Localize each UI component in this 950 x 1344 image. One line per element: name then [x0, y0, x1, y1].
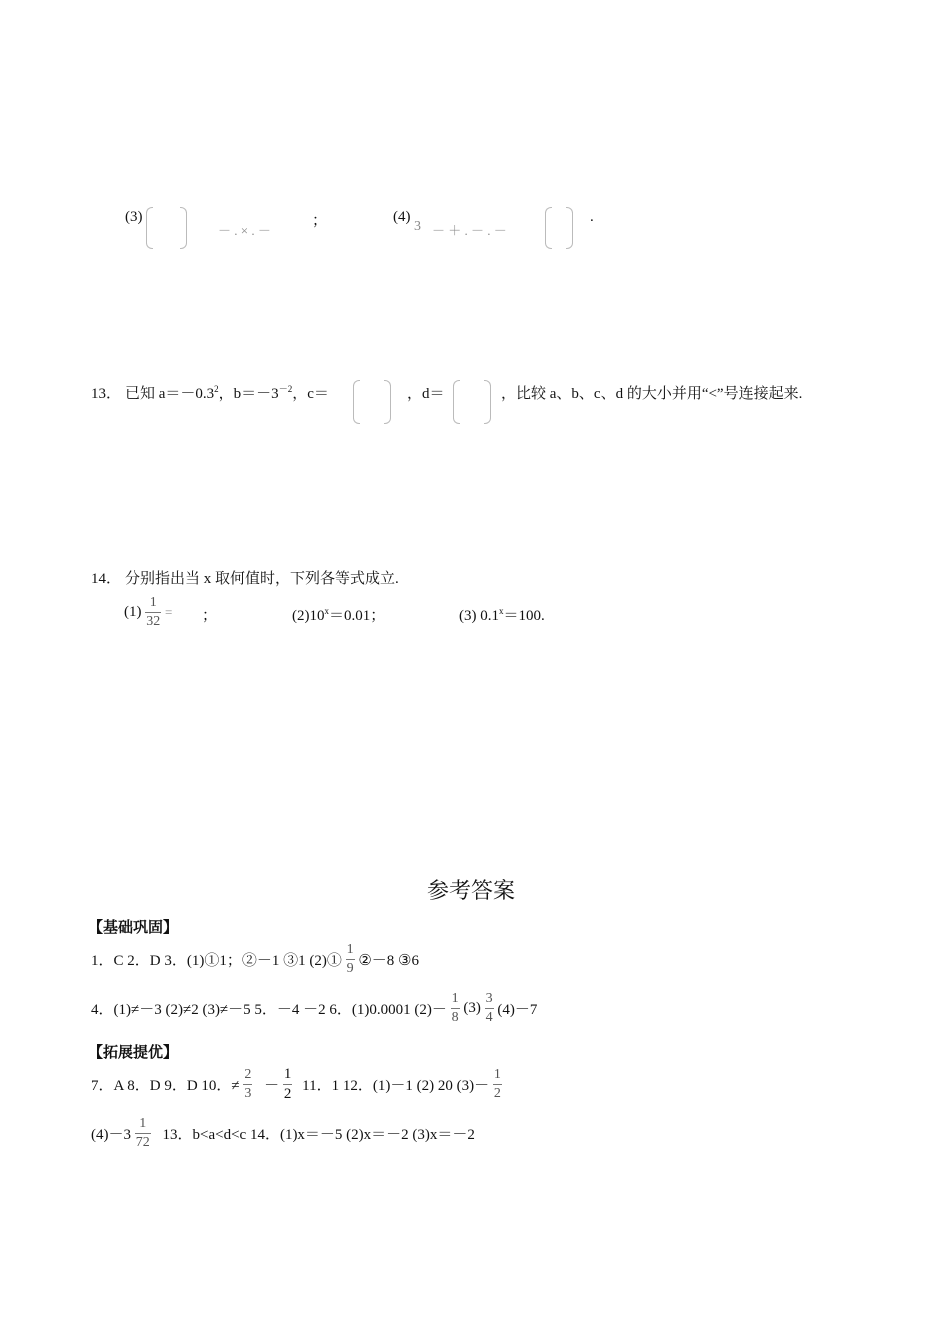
q12-part3-expression: － . × . －	[218, 223, 271, 238]
answers-line2-b: (3)	[463, 1000, 481, 1016]
answers-line2-denominator-1: 8	[451, 1010, 459, 1025]
answers-line-3	[91, 1067, 502, 1102]
answers-line1-numerator: 1	[346, 942, 354, 957]
answers-line1-b: ②－8 ③6	[358, 953, 419, 969]
q13-sup-a: 2	[214, 384, 219, 394]
q14-part2-sup: x	[324, 606, 329, 616]
answers-section-basic: 【基础巩固】	[88, 919, 179, 936]
answers-line2-c: (4)－7	[497, 1002, 538, 1018]
q14-text: 分别指出当 x 取何值时，下列各等式成立.	[125, 571, 399, 587]
q12-part4-expression: － ＋ . － . －	[432, 223, 507, 238]
answers-line3-c: 11．1 12．(1)－1 (2) 20 (3)－	[302, 1078, 490, 1094]
q13-text-d: ，d＝	[407, 386, 445, 402]
q13-text-b: ，b＝－3	[218, 386, 279, 402]
q12-part4-left-bracket	[545, 207, 552, 249]
q13-sup-b: －2	[278, 384, 293, 394]
answers-line1-fraction	[346, 943, 355, 976]
q14-part2	[292, 604, 385, 625]
q14-part1-denominator: 32	[146, 614, 161, 629]
q13-c-left-bracket	[353, 380, 360, 424]
q14-part3-sup: x	[499, 606, 504, 616]
q12-part3-label: (3)	[125, 209, 143, 225]
answers-line2-denominator-2: 4	[485, 1010, 493, 1025]
q13-text-c: ，c＝	[292, 386, 329, 402]
q12-part4-end: .	[590, 209, 594, 225]
q12-part4-right-bracket	[566, 207, 573, 249]
answers-line4-fraction	[135, 1117, 151, 1150]
q13-text-a-line	[125, 382, 329, 403]
q14-part2-rest: ＝0.01；	[329, 608, 386, 624]
q13-d-right-bracket	[484, 380, 491, 424]
q13-d-left-bracket	[453, 380, 460, 424]
q14-part1	[124, 596, 172, 629]
answers-line3-denominator-1: 3	[244, 1086, 252, 1101]
q13-number: 13．	[91, 386, 122, 402]
q12-part4-label: (4)	[393, 209, 411, 225]
answers-line4-numerator: 1	[139, 1116, 147, 1131]
answers-line3-denominator-3: 2	[493, 1086, 501, 1101]
answers-line3-b: －	[264, 1078, 280, 1094]
answers-line3-numerator-2: 1	[283, 1066, 292, 1082]
q14-number: 14．	[91, 571, 122, 587]
answers-line1-a: 1．C 2．D 3．(1)①1；②－1 ③1 (2)①	[91, 953, 342, 969]
q14-part3-rest: ＝100.	[503, 608, 545, 624]
answers-line2-a: 4．(1)≠－3 (2)≠2 (3)≠－5 5．－4 －2 6．(1)0.0001 (2)－	[91, 1002, 447, 1018]
answers-line3-a: 7．A 8．D 9．D 10．≠	[91, 1078, 240, 1094]
q13-c-right-bracket	[384, 380, 391, 424]
q14-part1-end: ；	[202, 608, 218, 624]
answers-line2-fraction-2	[485, 992, 494, 1025]
answers-line3-fraction-1	[243, 1068, 252, 1101]
answers-line4-denominator: 72	[135, 1135, 150, 1150]
q14-part1-fraction	[145, 596, 161, 629]
answers-line2-numerator-1: 1	[451, 991, 459, 1006]
answers-line-4	[91, 1117, 475, 1150]
q13-text-a: 已知 a＝－0.3	[125, 386, 215, 402]
answers-line4-a: (4)－3	[91, 1127, 131, 1143]
q12-part3-end: ；	[312, 213, 328, 229]
answers-title: 参考答案	[427, 878, 516, 903]
q12-part4-three: 3	[414, 219, 421, 234]
answers-line3-fraction-2	[283, 1067, 293, 1102]
answers-line2-fraction-1	[451, 992, 460, 1025]
q14-part2-text: (2)10	[292, 608, 325, 624]
answers-line1-denominator: 9	[346, 961, 354, 976]
answers-line-1	[91, 943, 419, 976]
q14-part3	[459, 604, 545, 625]
answers-line3-numerator-3: 1	[493, 1067, 501, 1082]
q14-part3-text: (3) 0.1	[459, 608, 499, 624]
answers-line-2	[91, 992, 537, 1025]
answers-section-extension: 【拓展提优】	[88, 1044, 179, 1061]
answers-line3-fraction-3	[493, 1068, 502, 1101]
answers-line3-numerator-1: 2	[244, 1067, 252, 1082]
q13-text-end: ，比较 a、b、c、d 的大小并用“<”号连接起来.	[501, 386, 803, 402]
answers-line3-denominator-2: 2	[283, 1086, 292, 1102]
q14-part1-numerator: 1	[149, 595, 157, 610]
q12-part3-left-bracket	[146, 207, 153, 249]
answers-line2-numerator-2: 3	[485, 991, 493, 1006]
q12-part3-right-bracket	[180, 207, 187, 249]
q14-part1-equals: =	[165, 604, 173, 620]
q14-part1-label: (1)	[124, 604, 142, 620]
answers-line4-b: 13．b<a<d<c 14．(1)x＝－5 (2)x＝－2 (3)x＝－2	[162, 1127, 475, 1143]
